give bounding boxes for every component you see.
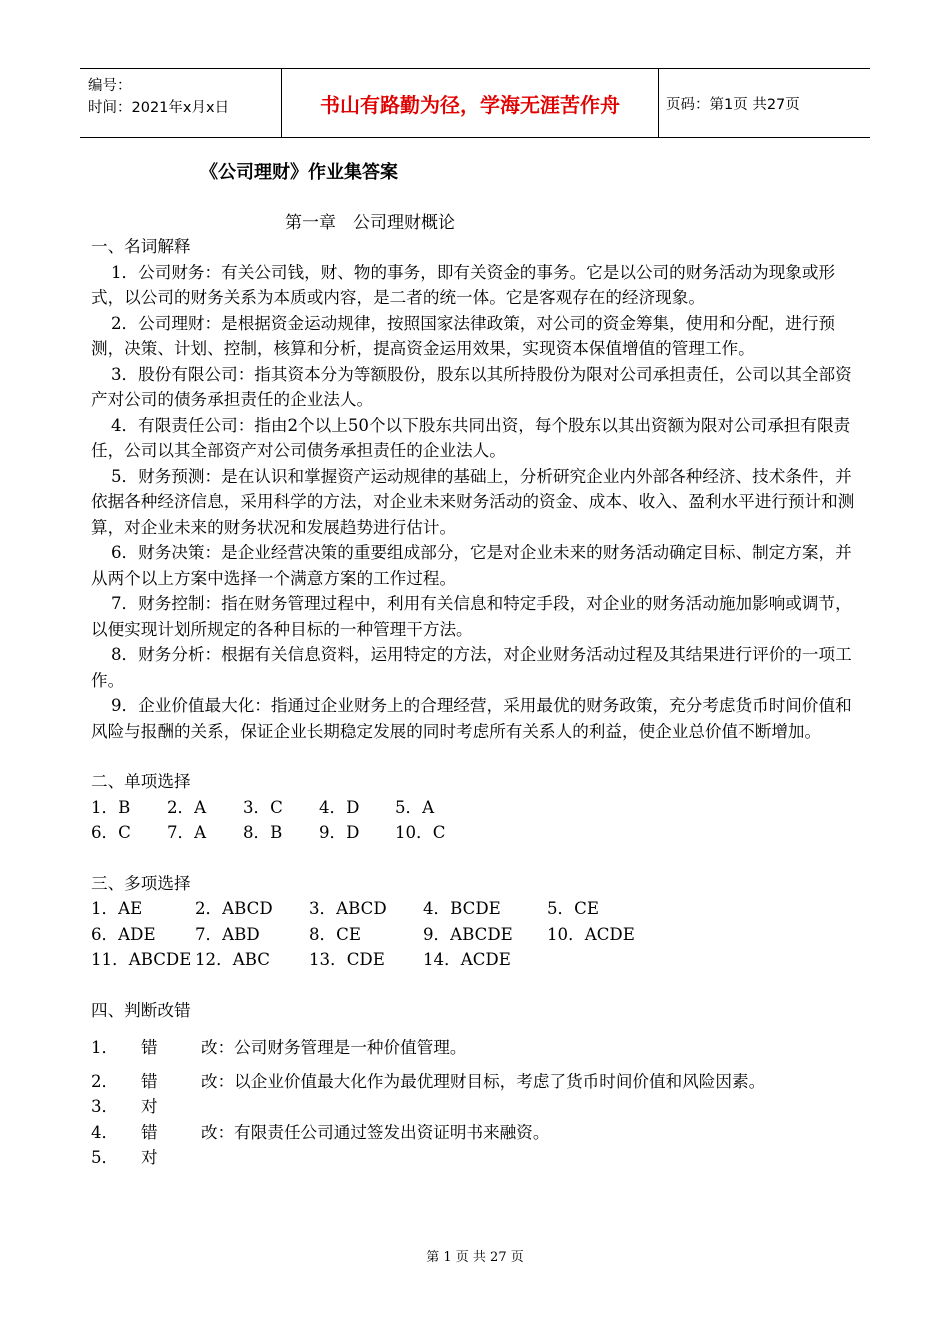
- judgement-item: [91, 1120, 861, 1146]
- answer: 2．A: [167, 797, 207, 817]
- answer: 2．ABCD: [195, 899, 273, 918]
- header-meta: [88, 75, 229, 119]
- answer: 13．CDE: [309, 950, 385, 969]
- answer: 5．A: [395, 797, 435, 817]
- answer: 1．AE: [91, 899, 143, 918]
- document-body: [91, 234, 861, 1171]
- answer: 12．ABC: [195, 950, 270, 969]
- definition-item: 6．财务决策：是企业经营决策的重要组成部分，它是对企业未来的财务活动确定目标、制定方案，并从两个以上方案中选择一个满意方案的工作过程。: [91, 543, 852, 588]
- answer: 9．ABCDE: [423, 924, 513, 944]
- definition-item: 8．财务分析：根据有关信息资料，运用特定的方法，对企业财务活动过程及其结果进行评价的一项工作。: [91, 645, 852, 690]
- item-correction: 改：以企业价值最大化作为最优理财目标，考虑了货币时间价值和风险因素。: [201, 1071, 766, 1091]
- answer-row: [91, 795, 861, 821]
- number-label: 编号：: [88, 78, 132, 94]
- answer: 10．ACDE: [547, 924, 635, 944]
- item-verdict: 错: [141, 1071, 158, 1091]
- definition-item: 7．财务控制：指在财务管理过程中，利用有关信息和特定手段，对企业的财务活动施加影响或调节，以便实现计划所规定的各种目标的一种管理干方法。: [91, 594, 852, 639]
- answer: 6．C: [91, 823, 131, 842]
- item-correction: 改：有限责任公司通过签发出资证明书来融资。: [201, 1122, 550, 1142]
- answer: 4．BCDE: [423, 899, 501, 918]
- item-correction: 改：公司财务管理是一种价值管理。: [201, 1038, 467, 1057]
- answer: 14．ACDE: [423, 950, 511, 969]
- answer-row: [91, 922, 861, 948]
- document-title: 《公司理财》作业集答案: [200, 162, 398, 183]
- answer: 9．D: [319, 823, 360, 842]
- page-footer: 第 1 页 共 27 页: [426, 1250, 524, 1265]
- answer-row: [91, 896, 861, 922]
- item-number: 1．: [91, 1038, 119, 1057]
- definition-item: 2．公司理财：是根据资金运动规律，按照国家法律政策，对公司的资金筹集，使用和分配，进行预测，决策、计划、控制，核算和分析，提高资金运用效果，实现资本保值增值的管理工作。: [91, 313, 836, 358]
- answer: 8．CE: [309, 924, 361, 944]
- answer: 7．A: [167, 823, 207, 842]
- answer-row: [91, 820, 861, 846]
- header-slogan: 书山有路勤为径，学海无涯苦作舟: [281, 69, 659, 137]
- answer-row: [91, 947, 861, 973]
- chapter-title: 第一章 公司理财概论: [285, 213, 455, 233]
- definition-item: 1．公司财务：有关公司钱，财、物的事务，即有关资金的事务。它是以公司的财务活动为现象或形式，以公司的财务关系为本质或内容，是二者的统一体。它是客观存在的经济现象。: [91, 262, 836, 307]
- judgement-item: [91, 1069, 861, 1095]
- answer: 6．ADE: [91, 924, 156, 944]
- item-number: 5．: [91, 1148, 119, 1167]
- answer: 3．ABCD: [309, 899, 387, 918]
- definition-item: 3．股份有限公司：指其资本分为等额股份，股东以其所持股份为限对公司承担责任，公司以其全部资产对公司的债务承担责任的企业法人。: [91, 364, 852, 409]
- judgement-item: [91, 1145, 861, 1171]
- page-header: [80, 68, 870, 138]
- definition-item: 9．企业价值最大化：指通过企业财务上的合理经营，采用最优的财务政策，充分考虑货币时间价值和风险与报酬的关系，保证企业长期稳定发展的同时考虑所有关系人的利益，使企业总价值不断增加。: [91, 696, 852, 741]
- definition-item: 5．财务预测：是在认识和掌握资产运动规律的基础上，分析研究企业内外部各种经济、技术条件，并依据各种经济信息，采用科学的方法，对企业未来财务活动的资金、成本、收入、盈利水平进行预计和测算，对企业未来的财务状况和发展趋势进行估计。: [91, 466, 855, 537]
- section-heading: 三、多项选择: [91, 873, 191, 893]
- item-verdict: 对: [141, 1148, 158, 1167]
- judgement-item: [91, 1094, 861, 1120]
- item-verdict: 错: [141, 1038, 158, 1057]
- section-heading: 一、名词解释: [91, 237, 191, 256]
- answer: 5．CE: [547, 899, 599, 918]
- item-number: 2．: [91, 1071, 119, 1091]
- answer: 10．C: [395, 823, 446, 842]
- judgement-item: [91, 1035, 861, 1061]
- item-verdict: 对: [141, 1097, 158, 1116]
- time-label: 时间：2021年x月x日: [88, 100, 230, 116]
- answer: 1．B: [91, 797, 131, 817]
- item-number: 3．: [91, 1097, 119, 1116]
- answer: 3．C: [243, 797, 283, 817]
- item-verdict: 错: [141, 1122, 158, 1142]
- section-heading: 二、单项选择: [91, 772, 191, 791]
- definition-item: 4．有限责任公司：指由2个以上50个以下股东共同出资，每个股东以其出资额为限对公司承担有限责任，公司以其全部资产对公司债务承担责任的企业法人。: [91, 415, 851, 460]
- answer: 11．ABCDE: [91, 950, 192, 969]
- answer: 7．ABD: [195, 924, 260, 944]
- answer: 8．B: [243, 823, 283, 842]
- answer: 4．D: [319, 797, 360, 817]
- header-page-label: 页码：第1页 共27页: [666, 96, 800, 113]
- item-number: 4．: [91, 1122, 119, 1142]
- section-heading: 四、判断改错: [91, 1000, 191, 1020]
